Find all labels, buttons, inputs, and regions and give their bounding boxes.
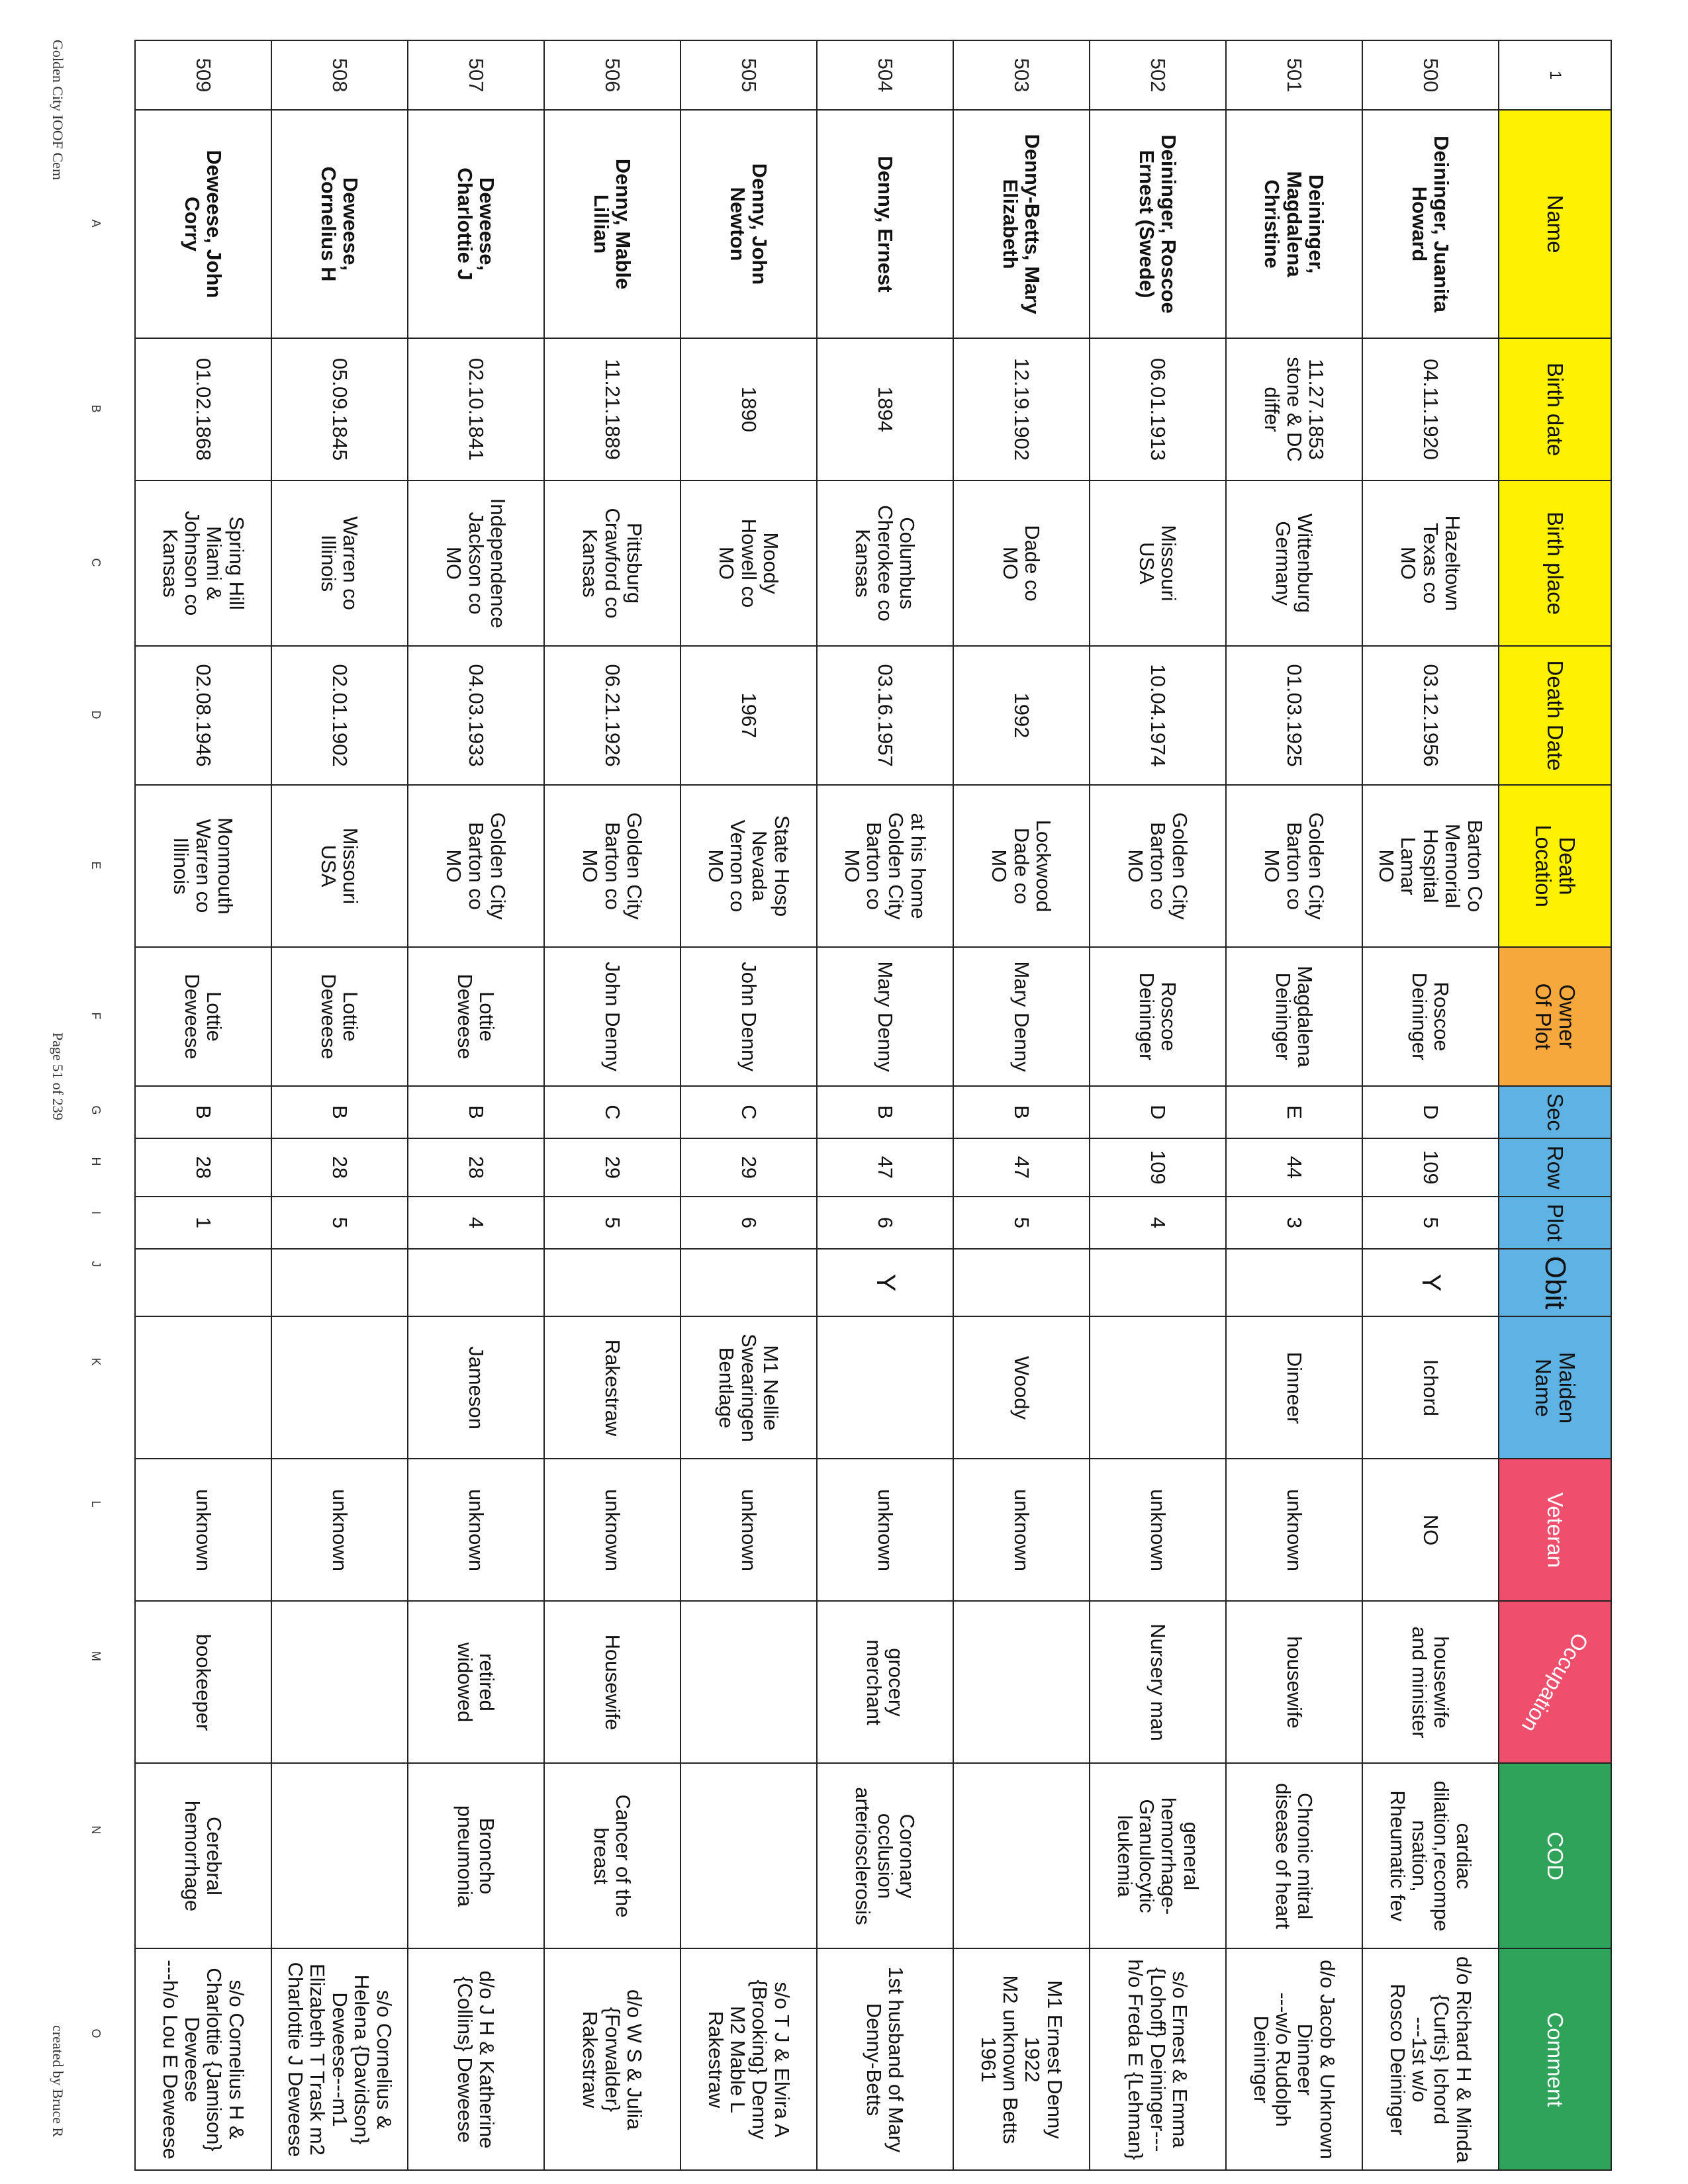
column-letter: E xyxy=(89,861,103,870)
cell-death-date: 1992 xyxy=(953,646,1090,785)
column-letter: A xyxy=(89,219,103,228)
cell-occupation xyxy=(271,1601,408,1763)
cell-death-location: Golden City Barton co MO xyxy=(1226,785,1362,947)
table-row xyxy=(953,40,1090,2170)
cell-death-location: Monmouth Warren co Illinois xyxy=(135,785,271,947)
cell-birth-date: 05.09.1845 xyxy=(271,338,408,480)
cell-maiden-name xyxy=(271,1316,408,1459)
cell-person-name: Deininger, Magdalena Christine xyxy=(1226,110,1362,338)
cell-death-location: Lockwood Dade co MO xyxy=(953,785,1090,947)
cell-plot-owner: Lottie Deweese xyxy=(135,947,271,1086)
cell-birth-place: Columbus Cherokee co Kansas xyxy=(817,480,953,646)
cell-row-value: 44 xyxy=(1226,1138,1362,1197)
cell-maiden-name xyxy=(135,1316,271,1459)
cell-plot-owner: Magdalena Deininger xyxy=(1226,947,1362,1086)
cell-death-location: State Hosp Nevada Vernon co MO xyxy=(680,785,817,947)
cell-death-date: 02.01.1902 xyxy=(271,646,408,785)
cell-birth-place: Spring Hill Miami & Johnson co Kansas xyxy=(135,480,271,646)
table-row xyxy=(1362,40,1499,2170)
header-plot: Plot xyxy=(1499,1197,1611,1249)
cell-row-value: 109 xyxy=(1090,1138,1226,1197)
column-letter: J xyxy=(89,1261,103,1267)
cell-death-date: 10.04.1974 xyxy=(1090,646,1226,785)
cell-veteran-status: unknown xyxy=(680,1459,817,1601)
cell-birth-date: 1894 xyxy=(817,338,953,480)
cell-row-number: 503 xyxy=(953,40,1090,110)
cell-maiden-name xyxy=(1090,1316,1226,1459)
cell-veteran-status: unknown xyxy=(135,1459,271,1601)
cell-birth-place: Pittsburg Crawford co Kansas xyxy=(544,480,680,646)
cell-birth-date: 02.10.1841 xyxy=(408,338,544,480)
cell-occupation xyxy=(680,1601,817,1763)
cell-comment: M1 Ernest Denny 1922 M2 unknown Betts 1961 xyxy=(953,1948,1090,2170)
cell-row-value: 109 xyxy=(1362,1138,1499,1197)
cell-row-number: 500 xyxy=(1362,40,1499,110)
cell-occupation xyxy=(953,1601,1090,1763)
cell-birth-place: Moody Howell co MO xyxy=(680,480,817,646)
cell-person-name: Deininger, Juanita Howard xyxy=(1362,110,1499,338)
cell-veteran-status: unknown xyxy=(953,1459,1090,1601)
cell-obit-flag: Y xyxy=(1362,1249,1499,1317)
cell-person-name: Denny, Mable Lillian xyxy=(544,110,680,338)
cell-comment: s/o Cornelius H & Charlottie {Jamison} Deweese ---h/o Lou E Deweese xyxy=(135,1948,271,2170)
cell-maiden-name: Woody xyxy=(953,1316,1090,1459)
cell-comment: d/o Richard H & Minda {Curtis} Ichord ---1st w/o Rosco Deininger xyxy=(1362,1948,1499,2170)
cell-comment: s/o T J & Elvira A {Brooking} Denny M2 Mable L Rakestraw xyxy=(680,1948,817,2170)
cell-death-location: Golden City Barton co MO xyxy=(1090,785,1226,947)
column-letter: G xyxy=(89,1105,103,1115)
header-obit: Obit xyxy=(1499,1249,1611,1317)
cell-plot-owner: John Denny xyxy=(544,947,680,1086)
cell-section: C xyxy=(680,1086,817,1138)
cell-veteran-status: unknown xyxy=(1226,1459,1362,1601)
cell-cause-of-death: cardiac dilation,recompe nsation, Rheumatic fev xyxy=(1362,1763,1499,1948)
cell-plot-owner: Roscoe Deininger xyxy=(1362,947,1499,1086)
cell-comment: d/o W S & Julia {Forwalder} Rakestraw xyxy=(544,1948,680,2170)
cell-birth-place: Dade co MO xyxy=(953,480,1090,646)
cell-row-value: 28 xyxy=(408,1138,544,1197)
cell-row-value: 47 xyxy=(817,1138,953,1197)
cell-plot-value: 6 xyxy=(817,1197,953,1249)
cell-row-number: 505 xyxy=(680,40,817,110)
column-letter: D xyxy=(89,710,103,719)
cell-plot-value: 4 xyxy=(408,1197,544,1249)
header-veteran: Veteran xyxy=(1499,1459,1611,1601)
cell-birth-date: 06.01.1913 xyxy=(1090,338,1226,480)
table-row xyxy=(1226,40,1362,2170)
cell-maiden-name: Ichord xyxy=(1362,1316,1499,1459)
cell-cause-of-death: Cancer of the breast xyxy=(544,1763,680,1948)
column-letter: C xyxy=(89,558,103,567)
header-name: Name xyxy=(1499,110,1611,338)
cemetery-records-table xyxy=(134,40,1612,2171)
cell-death-location: Golden City Barton co MO xyxy=(544,785,680,947)
column-letter: F xyxy=(89,1012,103,1020)
cell-birth-place: Hazeltown Texas co MO xyxy=(1362,480,1499,646)
cell-cause-of-death: Chronic mitral disease of heart xyxy=(1226,1763,1362,1948)
header-death-location: Death Location xyxy=(1499,785,1611,947)
cell-section: D xyxy=(1362,1086,1499,1138)
cell-death-location: at his home Golden City Barton co MO xyxy=(817,785,953,947)
cell-row-value: 29 xyxy=(544,1138,680,1197)
cell-birth-date: 04.11.1920 xyxy=(1362,338,1499,480)
cell-death-date: 03.16.1957 xyxy=(817,646,953,785)
cell-death-date: 06.21.1926 xyxy=(544,646,680,785)
cell-comment: d/o J H & Katherine {Collins} Deweese xyxy=(408,1948,544,2170)
cell-occupation: Nursery man xyxy=(1090,1601,1226,1763)
cell-comment: d/o Jacob & Unknown Dinneer ---w/o Rudolph Deininger xyxy=(1226,1948,1362,2170)
cell-occupation: grocery merchant xyxy=(817,1601,953,1763)
cell-section: B xyxy=(271,1086,408,1138)
cell-row-number: 502 xyxy=(1090,40,1226,110)
cell-birth-place: Warren co Illinois xyxy=(271,480,408,646)
cell-plot-value: 5 xyxy=(1362,1197,1499,1249)
cell-birth-place: Missouri USA xyxy=(1090,480,1226,646)
cell-plot-value: 5 xyxy=(953,1197,1090,1249)
cell-row-value: 47 xyxy=(953,1138,1090,1197)
column-letter: K xyxy=(89,1357,103,1366)
cell-veteran-status: unknown xyxy=(544,1459,680,1601)
cell-section: B xyxy=(953,1086,1090,1138)
cell-cause-of-death xyxy=(271,1763,408,1948)
header-owner: Owner Of Plot xyxy=(1499,947,1611,1086)
cell-obit-flag xyxy=(1090,1249,1226,1317)
cell-maiden-name xyxy=(817,1316,953,1459)
column-letter: H xyxy=(89,1157,103,1166)
cell-row-value: 28 xyxy=(135,1138,271,1197)
cell-section: E xyxy=(1226,1086,1362,1138)
cell-row-number: 508 xyxy=(271,40,408,110)
header-birth-date: Birth date xyxy=(1499,338,1611,480)
header-cod: COD xyxy=(1499,1763,1611,1948)
header-sec: Sec xyxy=(1499,1086,1611,1138)
header-maiden: Maiden Name xyxy=(1499,1316,1611,1459)
table-row xyxy=(408,40,544,2170)
cell-death-location: Golden City Barton co MO xyxy=(408,785,544,947)
cell-plot-owner: Lottie Deweese xyxy=(271,947,408,1086)
footer-left: Golden City IOOF Cem xyxy=(50,40,66,181)
cell-birth-date: 1890 xyxy=(680,338,817,480)
column-letter: N xyxy=(89,1825,103,1835)
cell-plot-owner: Mary Denny xyxy=(817,947,953,1086)
cell-plot-value: 4 xyxy=(1090,1197,1226,1249)
cell-person-name: Denny-Betts, Mary Elizabeth xyxy=(953,110,1090,338)
cell-section: D xyxy=(1090,1086,1226,1138)
table-row xyxy=(544,40,680,2170)
cell-obit-flag xyxy=(680,1249,817,1317)
cell-death-location: Missouri USA xyxy=(271,785,408,947)
cell-section: B xyxy=(408,1086,544,1138)
cell-birth-date: 01.02.1868 xyxy=(135,338,271,480)
cell-cause-of-death: Coronary occlusion arteriosclerosis xyxy=(817,1763,953,1948)
table-row xyxy=(135,40,271,2170)
footer-page-number: Page 51 of 239 xyxy=(50,1032,66,1120)
cell-person-name: Denny, Ernest xyxy=(817,110,953,338)
cell-plot-value: 5 xyxy=(271,1197,408,1249)
column-letter-strip xyxy=(83,40,109,2151)
cell-obit-flag xyxy=(1226,1249,1362,1317)
cell-row-number: 504 xyxy=(817,40,953,110)
cell-cause-of-death xyxy=(680,1763,817,1948)
header-row xyxy=(1499,40,1611,2170)
header-occupation: Occupation xyxy=(1517,1628,1594,1737)
cell-cause-of-death: Broncho pneumonia xyxy=(408,1763,544,1948)
header-comment: Comment xyxy=(1499,1948,1611,2170)
table-row xyxy=(817,40,953,2170)
cell-birth-date: 12.19.1902 xyxy=(953,338,1090,480)
cell-plot-value: 1 xyxy=(135,1197,271,1249)
cell-row-number: 506 xyxy=(544,40,680,110)
column-letter: O xyxy=(89,2028,103,2038)
cell-section: B xyxy=(135,1086,271,1138)
column-letter: B xyxy=(89,404,103,413)
column-letter: L xyxy=(89,1500,103,1508)
cell-plot-owner: Mary Denny xyxy=(953,947,1090,1086)
cell-occupation: Housewife xyxy=(544,1601,680,1763)
cell-veteran-status: unknown xyxy=(408,1459,544,1601)
header-birth-place: Birth place xyxy=(1499,480,1611,646)
header-death-date: Death Date xyxy=(1499,646,1611,785)
cell-birth-date: 11.21.1889 xyxy=(544,338,680,480)
cell-section: C xyxy=(544,1086,680,1138)
table-row xyxy=(271,40,408,2170)
cell-maiden-name: Jameson xyxy=(408,1316,544,1459)
cell-plot-owner: John Denny xyxy=(680,947,817,1086)
cell-death-date: 04.03.1933 xyxy=(408,646,544,785)
cell-obit-flag xyxy=(271,1249,408,1317)
cell-veteran-status: unknown xyxy=(271,1459,408,1601)
cell-obit-flag xyxy=(544,1249,680,1317)
cell-cause-of-death xyxy=(953,1763,1090,1948)
header-occupation-cell xyxy=(1499,1601,1611,1763)
header-rownum: 1 xyxy=(1499,40,1611,110)
cell-occupation: housewife xyxy=(1226,1601,1362,1763)
cell-birth-place: Independence Jackson co MO xyxy=(408,480,544,646)
cell-death-date: 02.08.1946 xyxy=(135,646,271,785)
cell-occupation: retired widowed xyxy=(408,1601,544,1763)
cell-obit-flag xyxy=(135,1249,271,1317)
cell-maiden-name: Dinneer xyxy=(1226,1316,1362,1459)
cell-plot-value: 6 xyxy=(680,1197,817,1249)
column-letter: M xyxy=(89,1651,103,1661)
cell-cause-of-death: general hemorrhage- Granulocytic leukemia xyxy=(1090,1763,1226,1948)
cell-death-date: 01.03.1925 xyxy=(1226,646,1362,785)
cell-row-number: 509 xyxy=(135,40,271,110)
cell-occupation: bookeeper xyxy=(135,1601,271,1763)
cell-maiden-name: M1 Nellie Swearingen Bentlage xyxy=(680,1316,817,1459)
cell-obit-flag xyxy=(953,1249,1090,1317)
cell-plot-value: 3 xyxy=(1226,1197,1362,1249)
cell-row-value: 29 xyxy=(680,1138,817,1197)
cell-row-number: 501 xyxy=(1226,40,1362,110)
cell-death-location: Barton Co Memorial Hospital Lamar MO xyxy=(1362,785,1499,947)
cell-obit-flag: Y xyxy=(817,1249,953,1317)
cell-comment: s/o Ernest & Emma {Lohoff} Deininger--- h/o Freda E {Lehman} xyxy=(1090,1948,1226,2170)
cell-plot-value: 5 xyxy=(544,1197,680,1249)
footer-right: created by Bruce R xyxy=(50,2025,66,2138)
cell-veteran-status: unknown xyxy=(817,1459,953,1601)
cell-row-value: 28 xyxy=(271,1138,408,1197)
cell-obit-flag xyxy=(408,1249,544,1317)
cell-person-name: Deininger, Roscoe Ernest (Swede) xyxy=(1090,110,1226,338)
cell-veteran-status: unknown xyxy=(1090,1459,1226,1601)
header-row: Row xyxy=(1499,1138,1611,1197)
cell-birth-place: Wittenburg Germany xyxy=(1226,480,1362,646)
cell-person-name: Denny, John Newton xyxy=(680,110,817,338)
cell-person-name: Deweese, Charlottie J xyxy=(408,110,544,338)
cell-death-date: 03.12.1956 xyxy=(1362,646,1499,785)
cell-veteran-status: NO xyxy=(1362,1459,1499,1601)
cell-occupation: housewife and minister xyxy=(1362,1601,1499,1763)
cell-birth-date: 11.27.1853 stone & DC differ xyxy=(1226,338,1362,480)
cell-plot-owner: Roscoe Deininger xyxy=(1090,947,1226,1086)
column-letter: I xyxy=(89,1210,103,1214)
cell-plot-owner: Lottie Deweese xyxy=(408,947,544,1086)
cell-death-date: 1967 xyxy=(680,646,817,785)
table-body xyxy=(135,40,1499,2170)
cell-person-name: Deweese, Cornelius H xyxy=(271,110,408,338)
cell-cause-of-death: Cerebral hemorrhage xyxy=(135,1763,271,1948)
cell-maiden-name: Rakestraw xyxy=(544,1316,680,1459)
cell-comment: s/o Cornelius & Helena {Davidson} Deweese---m1 Elizabeth T Trask m2 Charlottie J Deweese xyxy=(271,1948,408,2170)
table-row xyxy=(680,40,817,2170)
cell-comment: 1st husband of Mary Denny-Betts xyxy=(817,1948,953,2170)
cell-row-number: 507 xyxy=(408,40,544,110)
cell-person-name: Deweese, John Corry xyxy=(135,110,271,338)
cell-section: B xyxy=(817,1086,953,1138)
table-row xyxy=(1090,40,1226,2170)
